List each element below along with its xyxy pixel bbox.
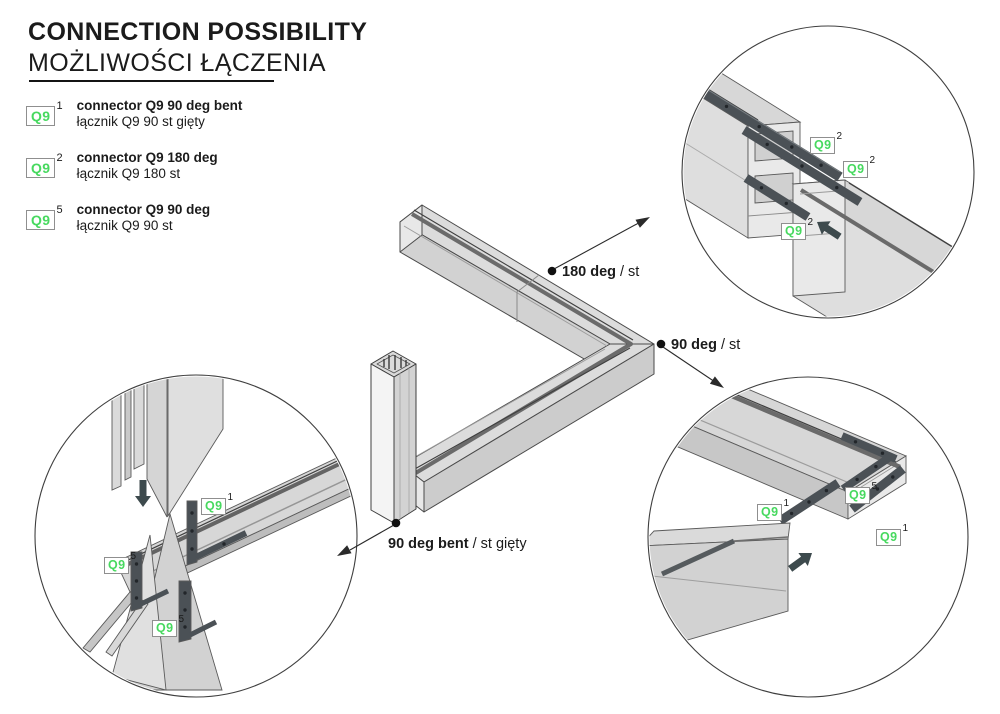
q9-sup: 1 — [227, 492, 234, 503]
callout-q9-2-badge — [810, 131, 843, 154]
q9-code: Q9 — [26, 210, 55, 230]
legend-row-q9-1 — [26, 98, 243, 129]
page-title: CONNECTION POSSIBILITY — [28, 18, 368, 46]
connection-dot-90deg-bent — [392, 519, 401, 528]
q9-sup: 1 — [902, 523, 909, 534]
q9-sup: 5 — [871, 481, 878, 492]
q9-2-badge — [26, 152, 63, 178]
q9-code: Q9 — [845, 487, 870, 504]
callout-q9-5-badge — [104, 551, 137, 574]
q9-code: Q9 — [152, 620, 177, 637]
legend-name-en: connector Q9 90 deg bent — [76, 98, 243, 113]
q9-sup: 5 — [56, 204, 63, 216]
detail-circle-180deg — [426, 0, 1000, 395]
callout-q9-5-badge — [845, 481, 878, 504]
callout-q9-2-badge — [843, 155, 876, 178]
label-bold: 90 deg — [671, 337, 717, 353]
label-regular: / st — [620, 264, 640, 280]
label-regular: / st gięty — [472, 536, 527, 552]
q9-sup: 2 — [869, 155, 876, 166]
legend-name-pl: łącznik Q9 90 st gięty — [76, 113, 205, 129]
callout-q9-2-badge — [781, 217, 814, 240]
callout-q9-1-badge — [201, 492, 234, 515]
legend-name-en: connector Q9 180 deg — [76, 150, 218, 165]
q9-sup: 5 — [130, 551, 137, 562]
leader-arrowhead-icon — [636, 217, 651, 228]
label-90deg — [671, 337, 740, 353]
q9-code: Q9 — [781, 223, 806, 240]
main-frame-drawing — [371, 205, 654, 523]
label-180deg — [562, 264, 639, 280]
q9-5-badge — [26, 204, 63, 230]
legend-name-pl: łącznik Q9 90 st — [76, 217, 173, 233]
legend-name-en: connector Q9 90 deg — [76, 202, 211, 217]
page-subtitle: MOŻLIWOŚCI ŁĄCZENIA — [28, 49, 326, 77]
callout-q9-1-badge — [876, 523, 909, 546]
label-bold: 180 deg — [562, 264, 616, 280]
connection-dot-90deg — [657, 340, 666, 349]
q9-code: Q9 — [201, 498, 226, 515]
q9-code: Q9 — [876, 529, 901, 546]
label-bold: 90 deg bent — [388, 536, 469, 552]
q9-code: Q9 — [26, 106, 55, 126]
q9-code: Q9 — [757, 504, 782, 521]
q9-sup: 2 — [56, 152, 63, 164]
q9-sup: 2 — [836, 131, 843, 142]
callout-q9-1-badge — [757, 498, 790, 521]
q9-sup: 1 — [56, 100, 63, 112]
label-90deg-bent — [388, 536, 527, 552]
label-regular: / st — [720, 337, 741, 353]
q9-sup: 5 — [178, 614, 185, 625]
q9-sup: 1 — [783, 498, 790, 509]
title-divider — [29, 80, 274, 82]
q9-code: Q9 — [26, 158, 55, 178]
legend-row-q9-2 — [26, 150, 218, 181]
connection-dot-180deg — [548, 267, 557, 276]
q9-sup: 2 — [807, 217, 814, 228]
q9-1-badge — [26, 100, 63, 126]
q9-code: Q9 — [843, 161, 868, 178]
q9-code: Q9 — [104, 557, 129, 574]
frame-post — [371, 351, 416, 523]
leader-line-180deg — [554, 219, 646, 269]
callout-q9-5-badge — [152, 614, 185, 637]
detail-circle-90deg-bent — [35, 360, 370, 697]
legend-name-pl: łącznik Q9 180 st — [76, 165, 181, 181]
leader-arrowhead-icon — [710, 376, 724, 388]
legend-row-q9-5 — [26, 202, 211, 233]
q9-code: Q9 — [810, 137, 835, 154]
